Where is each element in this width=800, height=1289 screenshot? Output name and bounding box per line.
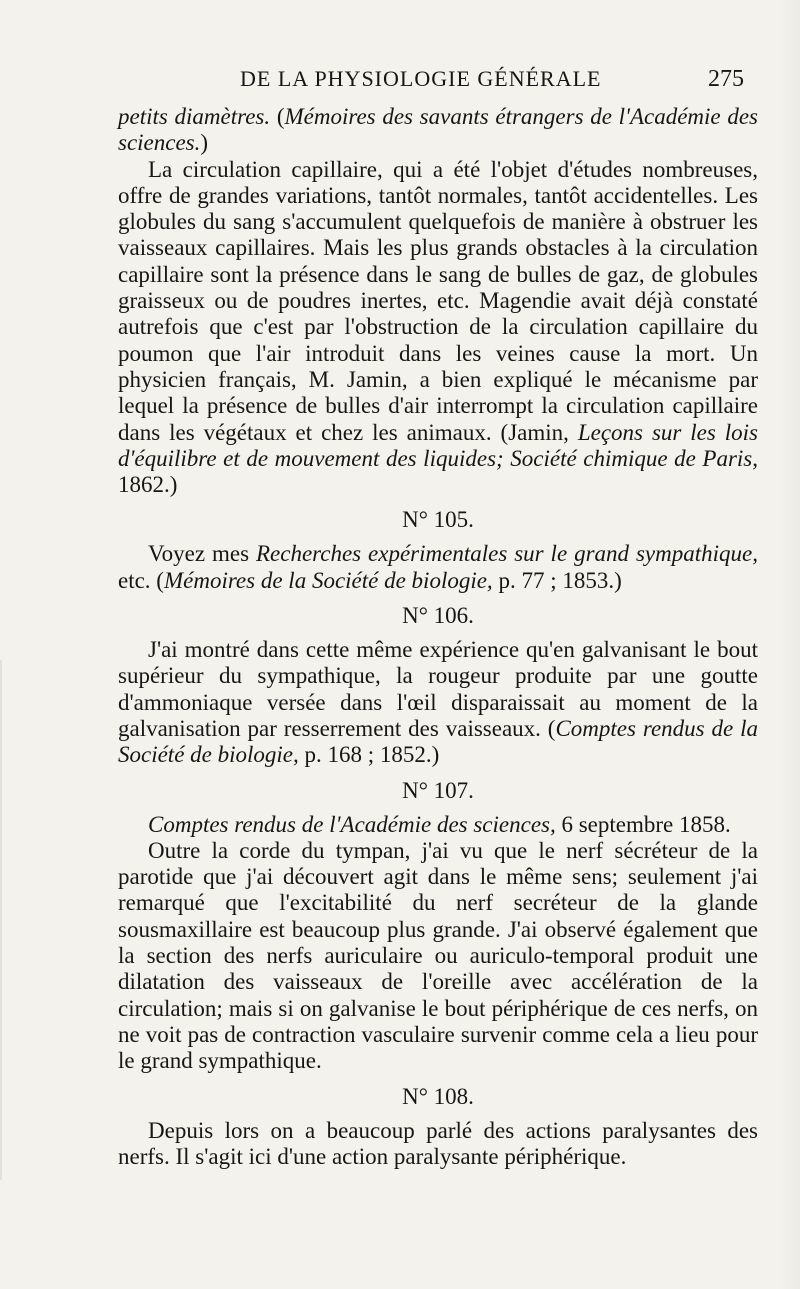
text-segment: ) [200,130,209,156]
paragraph-7 [118,1118,758,1171]
text-segment: ( [270,104,285,129]
note-heading-105: N° 105. [402,507,474,533]
page-edge-shadow [0,660,2,1180]
italic-text: Mémoires des savants étrangers de l'Académie des sciences. [118,104,758,156]
text-segment: etc. ( [118,567,164,593]
paragraph-2 [118,157,758,499]
text-segment: p. 77 ; 1853.) [492,567,622,593]
page-header [240,66,750,98]
paragraph-6 [118,838,758,1075]
text-segment: 1862.) [118,472,178,498]
paragraph-3 [118,541,758,594]
page-edge-shadow [780,0,800,1289]
italic-text: Comptes rendus de la Société de biologie, [118,715,759,768]
italic-text: petits diamètres. [118,104,271,129]
note-heading-106: N° 106. [402,603,474,629]
italic-text: Société chimique de Paris, [510,445,759,471]
text-segment: Outre la corde du tympan, j'ai vu que le nerf sécréteur de la parotide que j'ai découvert agit dans le même sens; seulement j'ai remarqué que l'excitabilité du nerf secréteur de la glande sousmaxillaire est beaucoup plus grande. J'ai observé également que la section des nerfs auriculaire ou auriculo-temporal produit une dilatation des vaisseaux de l'oreille avec accélération de la circulation; mais si on galvanise le bout périphérique de ces nerfs, on ne voit pas de contraction vasculaire survenir comme cela a lieu pour le grand sympathique. [118,837,758,1074]
text-segment: La circulation capillaire, qui a été l'objet d'études nombreuses, offre de grandes variations, tantôt normales, tantôt accidentelles. Les globules du sang s'accumulent quelquefois de manière à obstruer les vaisseaux capillaires. Mais les plus grands obstacles à la circulation capillaire sont la présence dans le sang de bulles de gaz, de globules graisseux ou de poudres inertes, etc. Magendie avait déjà constaté autrefois que c'est par l'obstruction de la circulation capillaire du poumon que l'air introduit dans les veines cause la mort. Un physicien français, M. Jamin, a bien expliqué le mécanisme par lequel la présence de bulles d'air interrompt la circulation capillaire dans les végétaux et chez les animaux. (Jamin, [118,156,758,445]
italic-text: Recherches expérimentales sur le grand sympathique, [255,541,758,567]
note-heading-108: N° 108. [402,1083,474,1109]
paragraph-5 [118,812,758,838]
italic-text: Leçons sur les lois d'équilibre et de mouvement des liquides; [118,419,759,471]
paragraph-1 [118,104,758,157]
italic-text: Comptes rendus de l'Académie des sciences, [148,811,556,837]
text-segment: J'ai montré dans cette même expérience qu'en galvanisant le bout supérieur du sympathique, la rougeur produite par une goutte d'ammoniaque versée dans l'œil disparaissait au moment de la galvanisation par resserrement des vaisseaux. ( [118,637,758,741]
note-heading-107: N° 107. [402,777,474,803]
page-number: 275 [708,66,744,92]
running-title: DE LA PHYSIOLOGIE GÉNÉRALE [240,66,602,91]
text-segment: 6 septembre 1858. [555,811,731,837]
page-body [118,104,758,1170]
text-segment: Voyez mes [148,541,256,567]
text-segment: p. 168 ; 1852.) [298,742,440,768]
text-segment: Depuis lors on a beaucoup parlé des actions paralysantes des nerfs. Il s'agit ici d'une action paralysante périphérique. [118,1117,758,1169]
paragraph-4 [118,637,758,768]
italic-text: Mémoires de la Société de biologie, [163,567,493,593]
